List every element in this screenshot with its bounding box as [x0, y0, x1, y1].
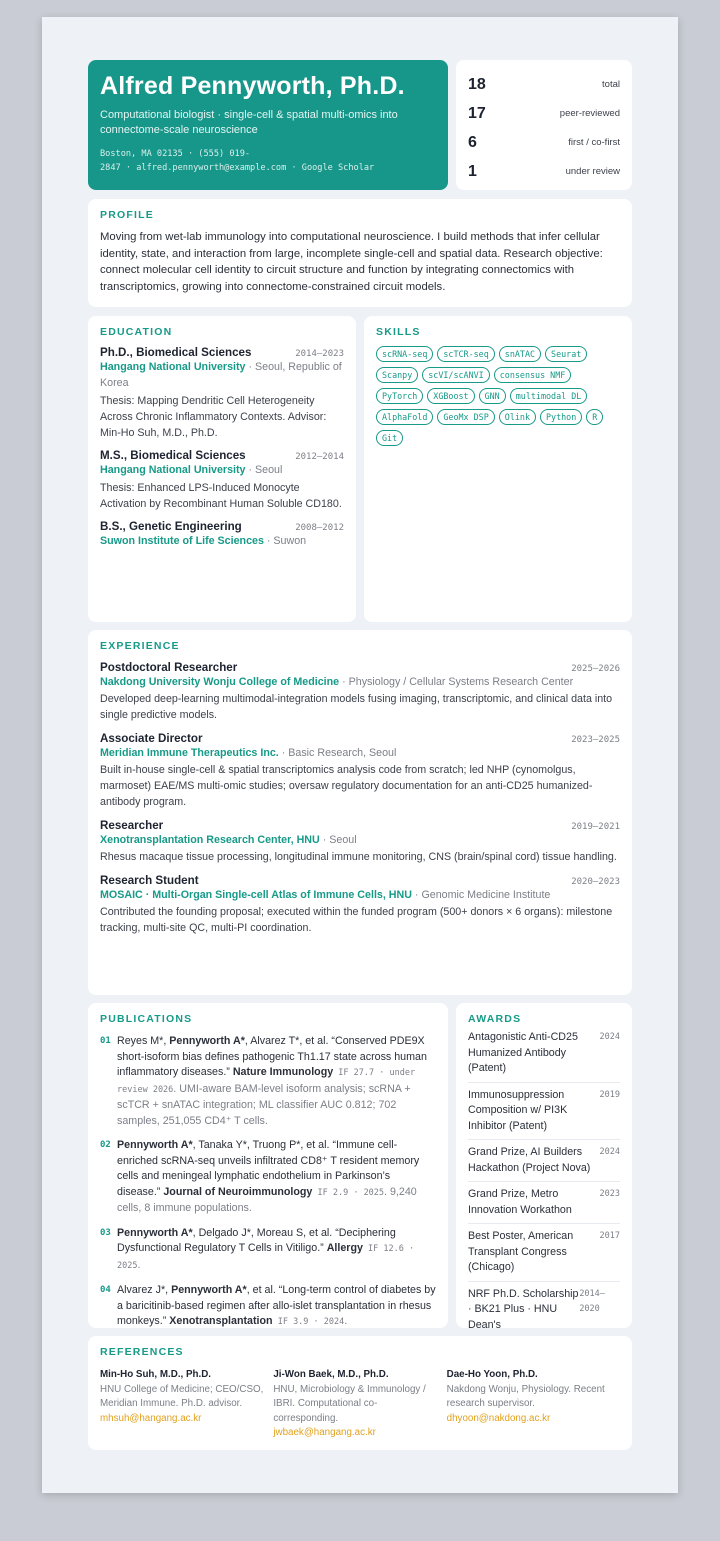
- pub-index: 02: [100, 1140, 111, 1150]
- award-item: [468, 1282, 620, 1340]
- location: · Seoul, Republic of Korea: [100, 361, 342, 389]
- reference-email-link[interactable]: dhyoon@nakdong.ac.kr: [446, 1412, 551, 1424]
- award-item: [468, 1083, 620, 1141]
- reference-name: Min-Ho Suh, M.D., Ph.D.: [100, 1369, 212, 1380]
- degree: Ph.D., Biomedical Sciences: [100, 346, 252, 359]
- award-title: NRF Ph.D. Scholarship · BK21 Plus · HNU Dean's: [468, 1287, 579, 1331]
- pub-journal: Nature Immunology: [232, 1066, 334, 1078]
- contact-info: [100, 147, 436, 175]
- pub-note: .: [137, 1258, 141, 1271]
- role-description: Built in-house single-cell & spatial transcriptomics analysis code from scratch; led NHP (cynomolgus, marmoset) EAE/MS multi-omic studies; oversaw regulatory documentation for an anti-CD25 humanized-antibody program.: [100, 764, 593, 808]
- pub-index: 03: [100, 1227, 111, 1238]
- references-section: [88, 1336, 632, 1450]
- pub-impact: IF 27.7 · under review 2026: [117, 1068, 416, 1095]
- reference-affiliation: Nakdong Wonju, Physiology. Recent research supervisor.: [446, 1383, 605, 1409]
- thesis: Thesis: Mapping Dendritic Cell Heterogeneity Across Chronic Inflammatory Contexts. Advisor: Min-Ho Suh, M.D., Ph.D.: [100, 395, 327, 439]
- skill-chip: snATAC: [499, 346, 541, 362]
- org-detail: · Seoul: [319, 834, 357, 846]
- skill-chip: R: [586, 409, 603, 425]
- dates: 2014–2023: [295, 349, 344, 359]
- publication-item: [100, 1226, 436, 1275]
- reference-item: [273, 1368, 446, 1441]
- pub-journal: Allergy: [326, 1242, 363, 1254]
- stat-label: total: [602, 79, 620, 90]
- pub-index: 04: [100, 1285, 111, 1295]
- award-title: Immunosuppression Composition w/ PI3K Inhibitor (Patent): [468, 1088, 568, 1132]
- org-name: Xenotransplantation Research Center, HNU: [100, 834, 320, 846]
- experience-entry: [100, 661, 620, 723]
- skills-section: [364, 316, 632, 622]
- award-year: 2024: [599, 1032, 620, 1042]
- organization: [100, 887, 620, 903]
- role-description: Contributed the founding proposal; executed within the funded program (500+ donors × 6 organs): milestone tracking, multi-site QC, multi-PI coordination.: [100, 906, 613, 934]
- pub-citation: [117, 1034, 436, 1129]
- award-item: [468, 1140, 620, 1182]
- candidate-name: Alfred Pennyworth, Ph.D.: [100, 72, 405, 100]
- school-name: Hangang National University: [100, 361, 246, 373]
- pub-title: , Alvarez T*, et al. “Conserved PDE9X short-isoform bias defines pathogenic Th1.17 state across human inflammatory diseases.”: [117, 1035, 427, 1078]
- skill-chip: PyTorch: [376, 388, 423, 404]
- award-title: Antagonistic Anti-CD25 Humanized Antibody (Patent): [468, 1031, 578, 1074]
- pub-journal: Journal of Neuroimmunology: [163, 1185, 313, 1198]
- role: Research Student: [100, 874, 199, 887]
- pub-title: , et al. “Long-term control of diabetes by a baricitinib-based regimen after allo-islet transplantation in rhesus monkeys.”: [117, 1284, 436, 1327]
- role: Associate Director: [100, 732, 203, 745]
- degree: B.S., Genetic Engineering: [100, 520, 242, 533]
- organization: [100, 745, 620, 761]
- stat-peer-reviewed: [468, 99, 620, 128]
- experience-entry: [100, 874, 620, 936]
- profile-text: Moving from wet-lab immunology into computational neuroscience. I build methods that infer cellular identity, state, and interaction from large, incomplete single-cell and spatial data. Research objective: connect molecular cell identity to circuit structure and function by integrating connectomics with transcriptomics, growing into connectome-constrained circuit models.: [100, 231, 603, 293]
- role-description: Rhesus macaque tissue processing, longitudinal immune monitoring, CNS (brain/spinal cord) tissue handling.: [100, 851, 617, 863]
- pub-citation: [117, 1283, 436, 1331]
- stat-number: 1: [468, 162, 477, 180]
- education-entry: [100, 520, 344, 549]
- skill-chip: scTCR-seq: [437, 346, 494, 362]
- pub-authors-pre: Alvarez J*,: [117, 1284, 172, 1296]
- pub-self-author: Pennyworth A*: [117, 1226, 193, 1239]
- skill-chip: AlphaFold: [376, 409, 433, 425]
- dates: 2025–2026: [571, 664, 620, 674]
- reference-email-link[interactable]: jwbaek@hangang.ac.kr: [273, 1427, 376, 1438]
- stat-label: first / co-first: [568, 137, 620, 148]
- dates: 2019–2021: [571, 822, 620, 832]
- stat-number: 18: [468, 75, 486, 93]
- institution: [100, 359, 344, 391]
- institution: [100, 462, 344, 478]
- section-title: SKILLS: [376, 326, 421, 338]
- education-section: [88, 316, 356, 622]
- location: · Suwon: [263, 535, 307, 547]
- dates: 2020–2023: [571, 877, 620, 887]
- stat-label: peer-reviewed: [559, 108, 620, 119]
- reference-item: [447, 1368, 620, 1441]
- role: Researcher: [100, 819, 164, 832]
- skill-chip: consensus NMF: [494, 367, 572, 383]
- stat-number: 6: [468, 133, 477, 151]
- skill-chip: Python: [540, 409, 582, 425]
- awards-section: [456, 1003, 632, 1331]
- award-year: 2023: [599, 1189, 620, 1199]
- pub-self-author: Pennyworth A*: [117, 1139, 193, 1151]
- skill-chips: [376, 346, 620, 446]
- resume-page: [42, 17, 678, 1493]
- award-title: Grand Prize, AI Builders Hackathon (Project Nova): [468, 1146, 591, 1174]
- pub-title: , Tanaka Y*, Truong P*, et al. “Immune cell-enriched scRNA-seq unveils infiltrated CD8⁺ T resident memory cells and meningeal lymphatic endothelium in Parkinson’s disease.”: [117, 1139, 420, 1198]
- skill-chip: multimodal DL: [510, 388, 588, 404]
- dates: 2023–2025: [571, 735, 620, 745]
- role: Postdoctoral Researcher: [100, 661, 238, 674]
- pub-citation: [117, 1226, 436, 1275]
- institution: [100, 533, 344, 549]
- skill-chip: XGBoost: [427, 388, 474, 404]
- org-name: Nakdong University Wonju College of Medicine: [100, 676, 340, 688]
- publication-stats: [456, 60, 632, 190]
- award-year: 2024: [599, 1147, 620, 1157]
- experience-entry: [100, 732, 620, 810]
- org-detail: · Basic Research, Seoul: [278, 747, 397, 759]
- pub-note: . 9,240 cells, 8 immune populations.: [117, 1185, 417, 1214]
- header-card: [88, 60, 448, 190]
- reference-name: Dae-Ho Yoon, Ph.D.: [446, 1369, 538, 1380]
- reference-affiliation: HNU, Microbiology & Immunology / IBRI. Computational co-corresponding.: [273, 1383, 426, 1424]
- award-year: 2019: [599, 1089, 620, 1100]
- award-item: [468, 1025, 620, 1083]
- pub-note: .: [344, 1315, 348, 1327]
- skill-chip: scVI/scANVI: [422, 367, 489, 383]
- skill-chip: Olink: [499, 409, 536, 425]
- publication-item: [100, 1138, 436, 1217]
- pub-impact: IF 12.6 · 2025: [117, 1244, 415, 1271]
- pub-self-author: Pennyworth A*: [171, 1284, 247, 1296]
- org-detail: · Physiology / Cellular Systems Research Center: [339, 676, 574, 688]
- skill-chip: GNN: [479, 388, 506, 404]
- experience-entry: [100, 819, 620, 865]
- contact-line: Boston, MA 02135 · (555) 019-: [100, 149, 251, 159]
- section-title: REFERENCES: [100, 1346, 184, 1358]
- section-title: AWARDS: [468, 1013, 522, 1025]
- pub-impact: IF 2.9 · 2025: [312, 1187, 385, 1198]
- skill-chip: scRNA-seq: [376, 346, 433, 362]
- org-name: MOSAIC · Multi-Organ Single-cell Atlas of Immune Cells, HNU: [100, 889, 412, 901]
- award-item: [468, 1182, 620, 1224]
- section-title: PROFILE: [100, 209, 154, 221]
- education-entry: [100, 346, 344, 441]
- stat-number: 17: [468, 104, 486, 122]
- pub-title: , Delgado J*, Moreau S, et al. “Deciphering Dysfunctional Regulatory T Cells in Vitiligo.”: [117, 1226, 396, 1254]
- pub-note: . UMI-aware BAM-level isoform analysis; scRNA + scTCR + snATAC integration; ML classifier AUC 0.812; 702 samples, 251,055 CD4⁺ T cells.: [117, 1082, 411, 1127]
- section-title: EDUCATION: [100, 326, 173, 338]
- experience-section: [88, 630, 632, 995]
- skill-chip: GeoMx DSP: [437, 409, 494, 425]
- award-year: 2014–2020: [579, 1288, 605, 1314]
- pub-self-author: Pennyworth A*: [169, 1035, 245, 1047]
- reference-affiliation: HNU College of Medicine; CEO/CSO, Meridian Immune. Ph.D. advisor.: [100, 1383, 264, 1409]
- stat-first-author: [468, 128, 620, 157]
- reference-name: Ji-Won Baek, M.D., Ph.D.: [273, 1369, 389, 1380]
- contact-line: 2847 · alfred.pennyworth@example.com · Google Scholar: [100, 163, 375, 173]
- stat-under-review: [468, 157, 620, 186]
- school-name: Suwon Institute of Life Sciences: [100, 535, 264, 547]
- section-title: PUBLICATIONS: [100, 1013, 193, 1025]
- profile-section: [88, 199, 632, 307]
- award-year: 2017: [599, 1231, 620, 1241]
- tagline: Computational biologist · single-cell & spatial multi-omics into connectome-scale neuroscience: [100, 109, 398, 136]
- org-name: Meridian Immune Therapeutics Inc.: [100, 747, 279, 759]
- publication-item: [100, 1283, 436, 1331]
- reference-email-link[interactable]: mhsuh@hangang.ac.kr: [100, 1412, 202, 1424]
- reference-item: [100, 1368, 273, 1441]
- dates: 2012–2014: [295, 452, 344, 462]
- pub-authors-pre: Reyes M*,: [117, 1035, 170, 1047]
- award-title: Best Poster, American Transplant Congress (Chicago): [468, 1230, 574, 1273]
- degree: M.S., Biomedical Sciences: [100, 449, 246, 462]
- organization: [100, 674, 620, 690]
- skill-chip: Scanpy: [376, 367, 418, 383]
- references-list: [100, 1368, 620, 1441]
- publication-item: [100, 1034, 436, 1129]
- pub-citation: [117, 1138, 436, 1217]
- publications-section: [88, 1003, 448, 1328]
- organization: [100, 832, 620, 848]
- skill-chip: Seurat: [545, 346, 587, 362]
- school-name: Hangang National University: [100, 464, 246, 476]
- stat-total: [468, 70, 620, 99]
- thesis: Thesis: Enhanced LPS-Induced Monocyte Activation by Recombinant Human Soluble CD180.: [100, 482, 342, 510]
- award-item: [468, 1224, 620, 1282]
- pub-index: 01: [100, 1036, 111, 1046]
- pub-journal: Xenotransplantation: [169, 1315, 273, 1327]
- skill-chip: Git: [376, 430, 403, 446]
- dates: 2008–2012: [295, 523, 344, 533]
- role-description: Developed deep-learning multimodal-integration models fusing imaging, transcriptomic, and clinical data into single predictive models.: [100, 693, 613, 721]
- pub-impact: IF 3.9 · 2024: [272, 1317, 345, 1327]
- education-entry: [100, 449, 344, 512]
- stat-label: under review: [565, 166, 620, 177]
- section-title: EXPERIENCE: [100, 640, 180, 652]
- award-title: Grand Prize, Metro Innovation Workathon: [468, 1188, 572, 1216]
- org-detail: · Genomic Medicine Institute: [411, 889, 551, 901]
- location: · Seoul: [245, 464, 283, 476]
